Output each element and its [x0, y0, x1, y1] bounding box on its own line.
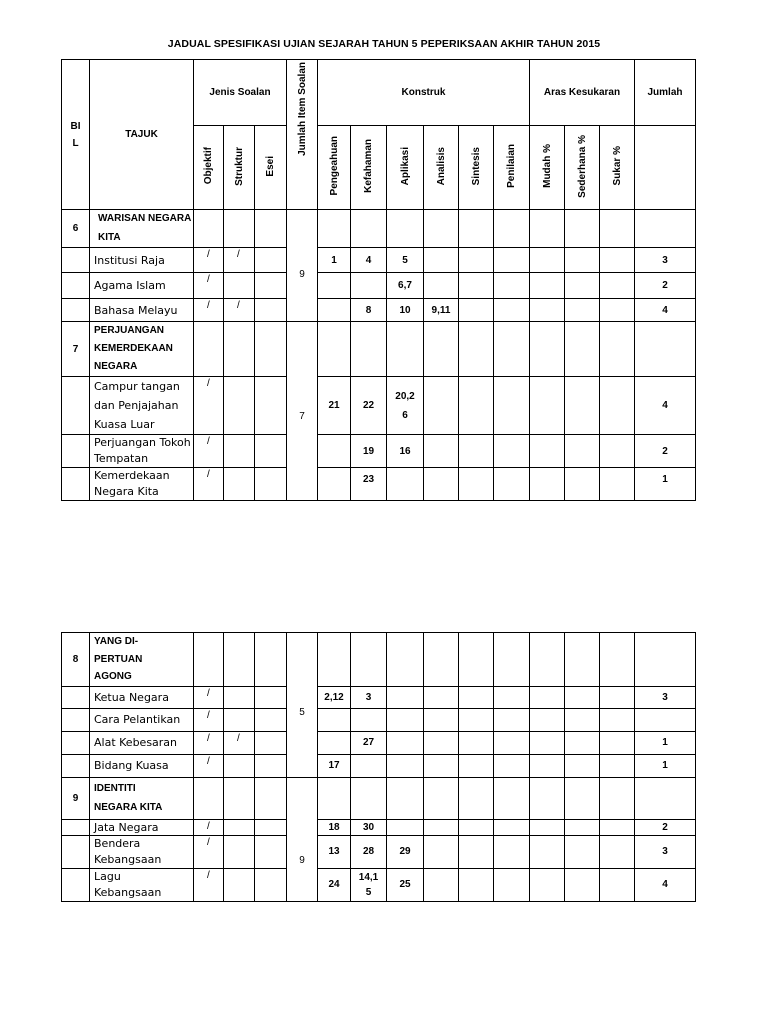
table-row: Jata Negara / 18 30 2 — [62, 819, 696, 835]
section-items-count: 9 — [287, 777, 318, 901]
table-row: Cara Pelantikan / — [62, 708, 696, 731]
table-row: Perjuangan Tokoh Tempatan / 19 16 2 — [62, 435, 696, 468]
table-row — [62, 633, 696, 687]
section-bil: 6 — [62, 210, 90, 248]
specification-table-part-1 — [61, 59, 696, 501]
topic-label: Lagu Kebangsaan — [90, 868, 194, 901]
table-row: Lagu Kebangsaan / 24 14,1 5 25 4 — [62, 868, 696, 901]
topic-label: Bidang Kuasa — [90, 754, 194, 777]
topic-label: Kemerdekaan Negara Kita — [90, 468, 194, 501]
table-row: Agama Islam / 6,7 2 — [62, 273, 696, 299]
header-aras-kesukaran: Aras Kesukaran — [530, 60, 635, 126]
topic-label: Jata Negara — [90, 819, 194, 835]
table-row — [62, 777, 696, 819]
header-kefahaman: Kefahaman — [351, 126, 387, 210]
header-mudah: Mudah % — [530, 126, 565, 210]
topic-label: Perjuangan Tokoh Tempatan — [90, 435, 194, 468]
header-esei: Esei — [255, 126, 287, 210]
table-row: Campur tangan dan Penjajahan Kuasa Luar / 21 22 20,2 6 4 — [62, 377, 696, 435]
header-tajuk: TAJUK — [90, 60, 194, 210]
header-pengetahuan: Pengeahuan — [318, 126, 351, 210]
table-row: Bidang Kuasa / 17 1 — [62, 754, 696, 777]
topic-label: Institusi Raja — [90, 248, 194, 273]
specification-table-part-2 — [61, 632, 696, 902]
topic-label: Agama Islam — [90, 273, 194, 299]
section-title: PERJUANGAN KEMERDEKAAN NEGARA — [90, 322, 194, 377]
section-bil: 8 — [62, 633, 90, 687]
topic-label: Campur tangan dan Penjajahan Kuasa Luar — [90, 377, 194, 435]
section-bil: 9 — [62, 777, 90, 819]
header-aplikasi: Aplikasi — [387, 126, 424, 210]
section-bil: 7 — [62, 322, 90, 377]
topic-label: Alat Kebesaran — [90, 731, 194, 754]
header-penilaian: Penilaian — [494, 126, 530, 210]
section-title: IDENTITI NEGARA KITA — [90, 777, 194, 819]
header-objektif: Objektif — [194, 126, 224, 210]
table-row: Institusi Raja / / 1 4 5 3 — [62, 248, 696, 273]
header-analisis: Analisis — [424, 126, 459, 210]
section-items-count: 9 — [287, 210, 318, 322]
table-row: Kemerdekaan Negara Kita / 23 1 — [62, 468, 696, 501]
header-bil: BI L — [62, 60, 90, 210]
document-title: JADUAL SPESIFIKASI UJIAN SEJARAH TAHUN 5 PEPERIKSAAN AKHIR TAHUN 2015 — [167, 38, 601, 50]
table-row — [62, 322, 696, 377]
header-jumlah-item-soalan: Jumlah Item Soalan — [287, 60, 318, 210]
section-title: YANG DI-PERTUAN AGONG — [90, 633, 194, 687]
header-sederhana: Sederhana % — [565, 126, 600, 210]
section-items-count: 5 — [287, 633, 318, 778]
topic-label: Cara Pelantikan — [90, 708, 194, 731]
header-konstruk: Konstruk — [318, 60, 530, 126]
header-sukar: Sukar % — [600, 126, 635, 210]
header-struktur: Struktur — [224, 126, 255, 210]
header-sintesis: Sintesis — [459, 126, 494, 210]
header-jumlah: Jumlah — [635, 60, 696, 126]
topic-label: Ketua Negara — [90, 686, 194, 708]
table-row: Bendera Kebangsaan / 13 28 29 3 — [62, 835, 696, 868]
section-items-count: 7 — [287, 322, 318, 501]
topic-label: Bahasa Melayu — [90, 299, 194, 322]
header-jenis-soalan: Jenis Soalan — [194, 60, 287, 126]
table-row: Bahasa Melayu / / 8 10 9,11 4 — [62, 299, 696, 322]
table-row: Alat Kebesaran / / 27 1 — [62, 731, 696, 754]
header-jumlah-blank — [635, 126, 696, 210]
topic-label: Bendera Kebangsaan — [90, 835, 194, 868]
table-row — [62, 210, 696, 248]
section-title: WARISAN NEGARA KITA — [90, 210, 194, 248]
table-row: Ketua Negara / 2,12 3 3 — [62, 686, 696, 708]
